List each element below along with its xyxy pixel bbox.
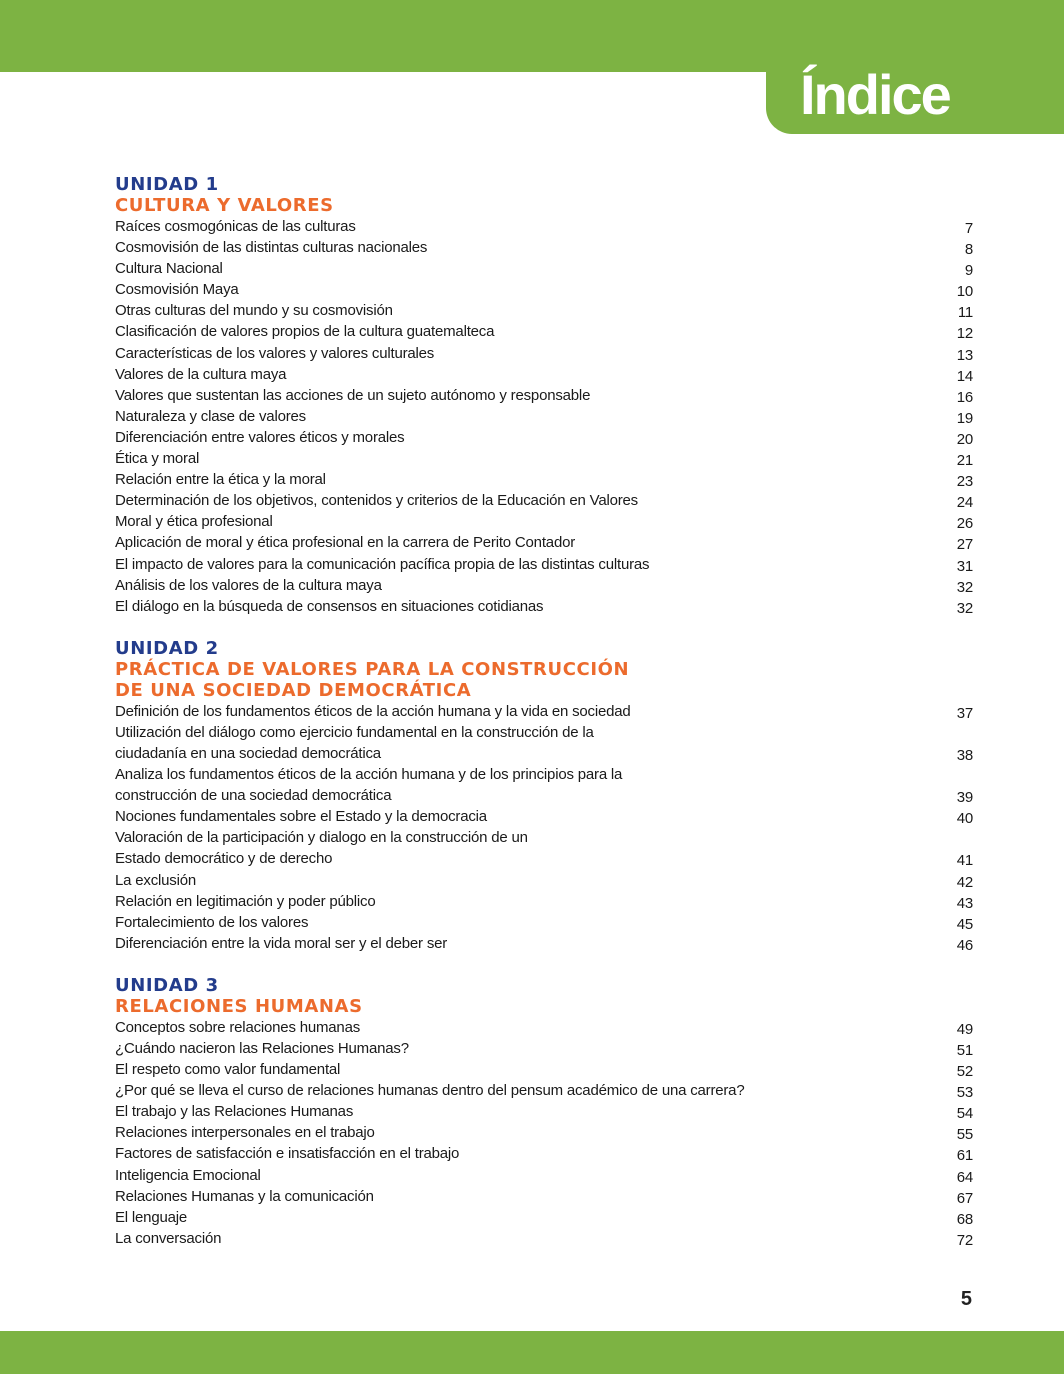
- toc-entry[interactable]: [115, 1122, 973, 1143]
- toc-entry[interactable]: [115, 364, 973, 385]
- toc-entry-page: 14: [956, 367, 973, 385]
- toc-entry-page: 67: [956, 1189, 973, 1207]
- toc-entry-title: Determinación de los objetivos, contenidos y criterios de la Educación en Valores: [115, 492, 638, 510]
- toc-entry-page: 53: [956, 1084, 973, 1102]
- toc-entry-title: Cultura Nacional: [115, 260, 223, 278]
- toc-entry[interactable]: [115, 490, 973, 511]
- toc-entry-title: Ética y moral: [115, 450, 200, 468]
- toc-entry-title: Relaciones Humanas y la comunicación: [115, 1187, 374, 1205]
- footer-band: [0, 1331, 1064, 1374]
- toc-entry-page: 32: [956, 578, 973, 596]
- toc-entry-page: 31: [956, 557, 973, 575]
- page-title: Índice: [800, 62, 950, 126]
- toc-entry-page: 16: [956, 388, 973, 406]
- page-number: 5: [960, 1288, 972, 1310]
- toc-entry[interactable]: [115, 1207, 973, 1228]
- toc-entry-page: 68: [956, 1210, 973, 1228]
- toc-entry-title: Clasificación de valores propios de la cultura guatemalteca: [115, 323, 495, 341]
- toc-entry[interactable]: [115, 912, 973, 933]
- toc-entry[interactable]: [115, 1101, 973, 1122]
- toc-entry-page: 20: [956, 430, 973, 448]
- toc-entry-page: 19: [956, 409, 973, 427]
- toc-entry-title: Utilización del diálogo como ejercicio fundamental en la construcción de la ciudadanía en una sociedad democrática: [115, 723, 594, 762]
- toc-entry[interactable]: [115, 1038, 973, 1059]
- toc-entry-title: Aplicación de moral y ética profesional en la carrera de Perito Contador: [115, 534, 576, 552]
- toc-entry-page: 52: [956, 1063, 973, 1081]
- toc-entry-title: Definición de los fundamentos éticos de la acción humana y la vida en sociedad: [115, 702, 631, 720]
- toc-entry[interactable]: [115, 554, 973, 575]
- toc-entry[interactable]: [115, 1017, 973, 1038]
- toc-entry-title: Naturaleza y clase de valores: [115, 407, 306, 425]
- toc-entry-title: ¿Por qué se lleva el curso de relaciones humanas dentro del pensum académico de una carrera?: [115, 1082, 745, 1100]
- toc-entry[interactable]: [115, 596, 973, 617]
- toc-entry-page: 61: [956, 1147, 973, 1165]
- toc-entry-page: 37: [956, 704, 973, 722]
- toc-entry-title: La exclusión: [115, 871, 196, 889]
- toc-entry-title: Análisis de los valores de la cultura maya: [115, 576, 382, 594]
- toc-entry-title: El lenguaje: [115, 1208, 188, 1226]
- toc-entry-title: Características de los valores y valores culturales: [115, 344, 435, 362]
- toc-entry[interactable]: [115, 1143, 973, 1164]
- toc-entry[interactable]: [115, 827, 973, 869]
- unit-label: UNIDAD 2: [115, 637, 219, 659]
- toc-entry-page: 49: [956, 1020, 973, 1038]
- toc-entry-title: Cosmovisión de las distintas culturas nacionales: [115, 239, 428, 257]
- toc-entry[interactable]: [115, 427, 973, 448]
- toc-entry-title: El trabajo y las Relaciones Humanas: [115, 1103, 354, 1121]
- unit-title: CULTURA Y VALORES: [115, 195, 334, 216]
- toc-entry-title: Raíces cosmogónicas de las culturas: [115, 218, 356, 235]
- toc-entry[interactable]: [115, 1186, 973, 1207]
- toc-entry-page: 43: [956, 894, 973, 912]
- toc-entry[interactable]: [115, 448, 973, 469]
- toc-entry-title: Relación en legitimación y poder público: [115, 892, 376, 910]
- unit-title: PRÁCTICA DE VALORES PARA LA CONSTRUCCIÓN DE UNA SOCIEDAD DEMOCRÁTICA: [115, 658, 630, 701]
- toc-entry[interactable]: [115, 321, 973, 342]
- toc-entry-page: 26: [956, 515, 973, 533]
- toc-entry-title: El impacto de valores para la comunicación pacífica propia de las distintas culturas: [115, 555, 650, 573]
- toc-entry[interactable]: [115, 237, 973, 258]
- toc-entry-page: 39: [956, 789, 973, 807]
- toc-entry[interactable]: [115, 469, 973, 490]
- toc-entry[interactable]: [115, 385, 973, 406]
- toc-entry-page: 54: [956, 1105, 973, 1123]
- toc-entry[interactable]: [115, 806, 973, 827]
- unit-section: [115, 174, 973, 617]
- toc-entry[interactable]: [115, 532, 973, 553]
- toc-entry[interactable]: [115, 511, 973, 532]
- toc-entry[interactable]: [115, 279, 973, 300]
- toc-entry[interactable]: [115, 701, 973, 722]
- toc-entry-page: 45: [956, 915, 973, 933]
- toc-entry-page: 21: [956, 452, 973, 470]
- toc-entry[interactable]: [115, 1165, 973, 1186]
- toc-entry-title: Factores de satisfacción e insatisfacción en el trabajo: [115, 1145, 460, 1163]
- unit-section: [115, 975, 973, 1249]
- toc-entry-title: El respeto como valor fundamental: [115, 1061, 341, 1079]
- toc-entry-page: 23: [956, 473, 973, 491]
- toc-entry[interactable]: [115, 870, 973, 891]
- toc-entry-title: Diferenciación entre valores éticos y morales: [115, 428, 405, 446]
- toc-entry-page: 40: [956, 810, 973, 828]
- toc-entry-title: Valores de la cultura maya: [115, 365, 287, 383]
- title-tab: [766, 60, 1064, 134]
- toc-entry-page: 12: [956, 325, 973, 343]
- toc-entry-page: 11: [957, 304, 973, 322]
- toc-entry-page: 8: [964, 241, 973, 259]
- toc-entry-title: Valoración de la participación y dialogo en la construcción de un Estado democrático y de derecho: [115, 829, 528, 868]
- toc-entry[interactable]: [115, 216, 973, 237]
- toc-entry-title: Inteligencia Emocional: [115, 1166, 261, 1184]
- toc-entry[interactable]: [115, 891, 973, 912]
- toc-entry-page: 27: [956, 536, 973, 554]
- unit-label: UNIDAD 3: [115, 974, 219, 996]
- toc-entry-page: 24: [956, 494, 973, 512]
- toc-entry-page: 46: [956, 936, 973, 954]
- toc-entry-title: Cosmovisión Maya: [115, 281, 239, 299]
- toc-entry[interactable]: [115, 1228, 973, 1249]
- toc-entry-page: 51: [956, 1042, 973, 1059]
- toc-entry-title: Fortalecimiento de los valores: [115, 913, 309, 931]
- toc-entry-title: Nociones fundamentales sobre el Estado y la democracia: [115, 808, 487, 826]
- toc-entry-title: Relaciones interpersonales en el trabajo: [115, 1124, 375, 1142]
- toc-entry[interactable]: [115, 343, 973, 364]
- unit-label: UNIDAD 1: [115, 174, 219, 195]
- toc-entry[interactable]: [115, 406, 973, 427]
- toc-entry-title: Valores que sustentan las acciones de un sujeto autónomo y responsable: [115, 386, 591, 404]
- toc-entry-page: 42: [956, 873, 973, 891]
- toc-entry[interactable]: [115, 575, 973, 596]
- toc-entry-page: 32: [956, 599, 973, 617]
- toc-entry[interactable]: [115, 764, 973, 806]
- toc-entry[interactable]: [115, 1080, 973, 1101]
- toc-entry-page: 55: [956, 1126, 973, 1144]
- toc-entry-title: Moral y ética profesional: [115, 513, 273, 531]
- toc-entry-title: Analiza los fundamentos éticos de la acción humana y de los principios para la construcción de una sociedad democrática: [115, 766, 623, 805]
- table-of-contents: [115, 174, 973, 1270]
- toc-entry-title: Conceptos sobre relaciones humanas: [115, 1018, 361, 1036]
- toc-entry-title: El diálogo en la búsqueda de consensos en situaciones cotidianas: [115, 597, 544, 615]
- toc-entry-page: 64: [956, 1168, 973, 1186]
- toc-entry[interactable]: [115, 933, 973, 954]
- toc-entry-page: 13: [956, 346, 973, 364]
- unit-title: RELACIONES HUMANAS: [115, 995, 363, 1017]
- toc-entry[interactable]: [115, 722, 973, 764]
- toc-entry[interactable]: [115, 1059, 973, 1080]
- toc-entry-page: 9: [964, 262, 973, 280]
- toc-entry-title: La conversación: [115, 1229, 222, 1247]
- unit-section: [115, 638, 973, 954]
- toc-entry-page: 72: [956, 1231, 973, 1249]
- toc-entry-page: 10: [956, 283, 973, 301]
- toc-entry-title: Relación entre la ética y la moral: [115, 471, 326, 489]
- toc-entry[interactable]: [115, 300, 973, 321]
- toc-entry-page: 7: [964, 220, 973, 237]
- toc-entry-page: 38: [956, 746, 973, 764]
- toc-entry-page: 41: [956, 852, 973, 870]
- toc-entry-title: ¿Cuándo nacieron las Relaciones Humanas?: [115, 1040, 409, 1057]
- toc-entry-title: Diferenciación entre la vida moral ser y el deber ser: [115, 934, 448, 952]
- toc-entry[interactable]: [115, 258, 973, 279]
- toc-entry-title: Otras culturas del mundo y su cosmovisión: [115, 302, 393, 320]
